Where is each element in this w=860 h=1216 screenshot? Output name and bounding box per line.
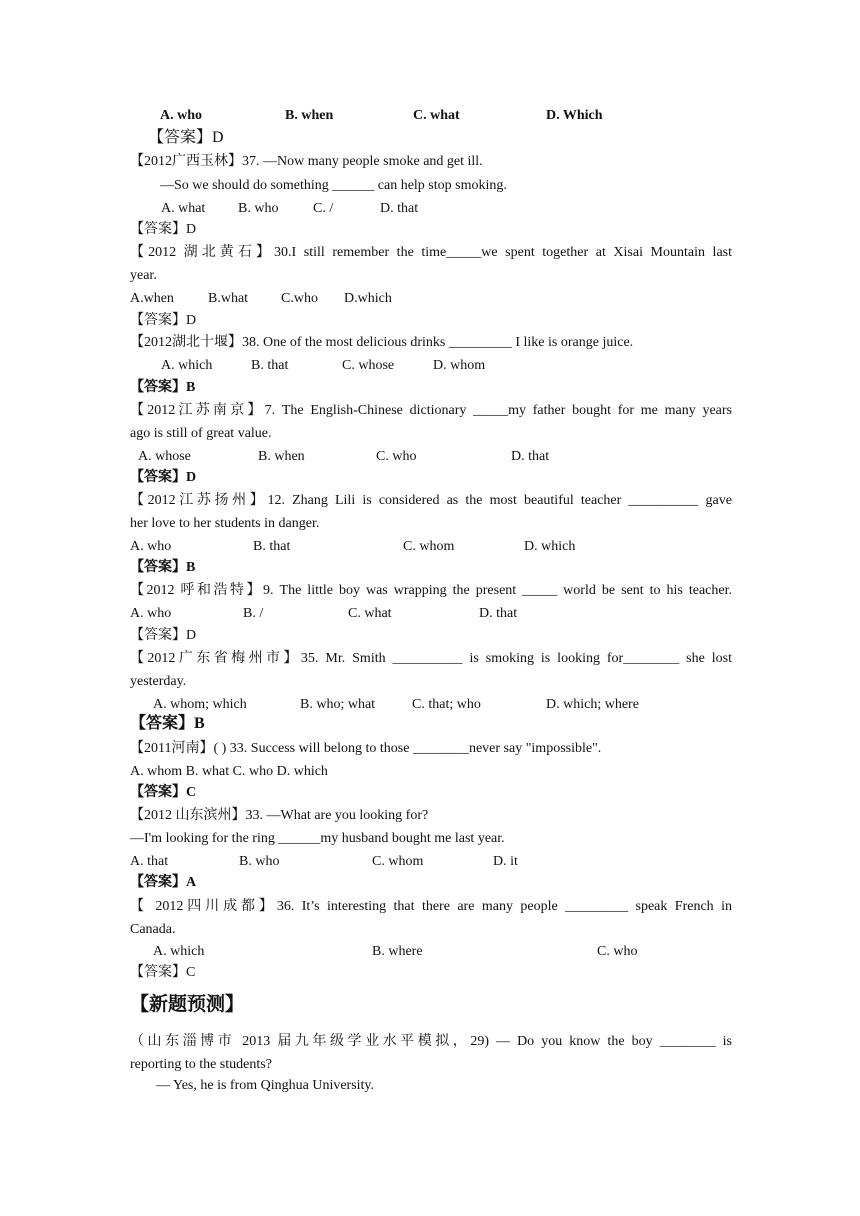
q10-option-a: A. which [153, 944, 205, 959]
q7-option-c: C. that; who [412, 697, 481, 712]
q7-option-b: B. who; what [300, 697, 376, 712]
q3-option-a: A. which [161, 358, 213, 373]
q4-title: 【2012江苏南京】7. The English-Chinese dictionary _____my father bought for me many years [130, 403, 732, 418]
q2-option-b: B.what [208, 291, 249, 306]
q1-title: 【2012广西玉林】37. —Now many people smoke and get ill. [130, 154, 483, 169]
q11-line3: — Yes, he is from Qinghua University. [156, 1078, 375, 1093]
q3-title: 【2012湖北十堰】38. One of the most delicious drinks _________ I like is orange juice. [130, 335, 634, 350]
q1-option-c: C. / [313, 201, 334, 216]
q0-answer: 【答案】D [148, 129, 224, 146]
q2-option-d: D.which [344, 291, 392, 306]
q8-answer: 【答案】C [130, 785, 197, 800]
q7-option-a: A. whom; which [153, 697, 247, 712]
q3-option-b: B. that [251, 358, 289, 373]
q4-option-c: C. who [376, 449, 417, 464]
q2-answer: 【答案】D [130, 313, 197, 328]
q4-line2: ago is still of great value. [130, 426, 272, 441]
q4-option-a: A. whose [138, 449, 191, 464]
q1-answer: 【答案】D [130, 222, 197, 237]
q6-option-c: C. what [348, 606, 392, 621]
q9-title: 【2012 山东滨州】33. —What are you looking for? [130, 808, 429, 823]
q6-title: 【2012 呼和浩特】9. The little boy was wrapping the present _____ world be sent to his teacher. [130, 583, 732, 598]
q7-line2: yesterday. [130, 674, 187, 689]
q10-title: 【 2012四川成都】36. It’s interesting that there are many people _________ speak French in [130, 899, 732, 914]
q3-option-d: D. whom [433, 358, 486, 373]
q2-line2: year. [130, 268, 157, 283]
q5-line2: her love to her students in danger. [130, 516, 320, 531]
q5-title: 【2012江苏扬州】12. Zhang Lili is considered as the most beautiful teacher __________ gave [130, 493, 732, 508]
q6-option-d: D. that [479, 606, 518, 621]
q10-option-b: B. where [372, 944, 423, 959]
q9-answer: 【答案】A [130, 875, 197, 890]
q2-option-a: A.when [130, 291, 174, 306]
q1-option-d: D. that [380, 201, 419, 216]
q3-answer: 【答案】B [130, 380, 196, 395]
q8-title: 【2011河南】( ) 33. Success will belong to those ________never say "impossible". [130, 741, 602, 756]
q7-title: 【2012广东省梅州市】35. Mr. Smith __________ is smoking is looking for________ she lost [130, 651, 732, 666]
q1-line2: —So we should do something ______ can help stop smoking. [160, 178, 507, 193]
q9-option-d: D. it [493, 854, 518, 869]
q2-title: 【2012 湖北黄石】30.I still remember the time_____we spent together at Xisai Mountain last [130, 245, 732, 260]
q3-option-c: C. whose [342, 358, 395, 373]
q10-answer: 【答案】C [130, 965, 196, 980]
q11-title: （山东淄博市 2013 届九年级学业水平模拟，29) — Do you know the boy ________ is [130, 1034, 732, 1049]
q2-option-c: C.who [281, 291, 318, 306]
q4-option-b: B. when [258, 449, 305, 464]
q4-answer: 【答案】D [130, 470, 197, 485]
q11-line2: reporting to the students? [130, 1057, 272, 1072]
q5-option-c: C. whom [403, 539, 455, 554]
q5-answer: 【答案】B [130, 560, 196, 575]
q9-option-c: C. whom [372, 854, 424, 869]
q5-option-a: A. who [130, 539, 172, 554]
q7-answer: 【答案】B [130, 715, 205, 732]
q7-option-d: D. which; where [546, 697, 639, 712]
q6-option-b: B. / [243, 606, 264, 621]
q0-option-b: B. when [285, 108, 334, 123]
q9-line2: —I'm looking for the ring ______my husband bought me last year. [130, 831, 505, 846]
q8-line2: A. whom B. what C. who D. which [130, 764, 328, 779]
q1-option-a: A. what [161, 201, 206, 216]
q6-answer: 【答案】D [130, 628, 197, 643]
q0-option-a: A. who [160, 108, 203, 123]
q9-option-a: A. that [130, 854, 169, 869]
q6-option-a: A. who [130, 606, 172, 621]
section-heading: 【新题预测】 [130, 994, 245, 1015]
q5-option-b: B. that [253, 539, 291, 554]
q10-line2: Canada. [130, 922, 176, 937]
q4-option-d: D. that [511, 449, 550, 464]
q9-option-b: B. who [239, 854, 280, 869]
q1-option-b: B. who [238, 201, 279, 216]
q0-option-d: D. Which [546, 108, 603, 123]
q0-option-c: C. what [413, 108, 460, 123]
q10-option-c: C. who [597, 944, 638, 959]
q5-option-d: D. which [524, 539, 576, 554]
